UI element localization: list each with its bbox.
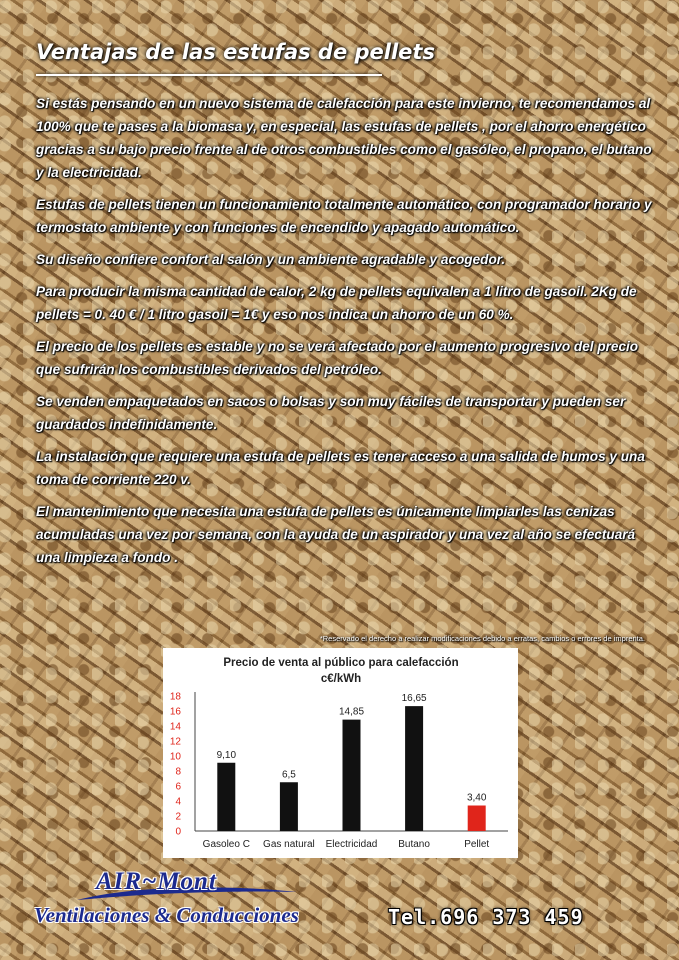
paragraph-precio-estable: El precio de los pellets es estable y no se verá afectado por el aumento progresivo del precio que sufrirán los combustibles derivados del petróleo. <box>36 339 639 377</box>
data-label: 3,40 <box>466 792 487 804</box>
y-tick-label: 4 <box>175 796 181 808</box>
data-label: 16,65 <box>401 693 427 705</box>
paragraph-biomasa: Si estás pensando en un nuevo sistema de calefacción para este invierno, te recomendamos al 100% que te pases a la biomasa y, en especial, las estufas de pellets , por el ahorro energético gracias a su bajo precio frente al de otros combustibles como el gasóleo, el propano, el butano y la electricidad. <box>36 96 652 180</box>
x-tick-label: Electricidad <box>325 839 378 850</box>
chart-title: Precio de venta al público para calefacción <box>223 657 459 669</box>
paragraph-mantenimiento: El mantenimiento que necesita una estufa de pellets es únicamente limpiarles las cenizas acumuladas una vez por semana, con la ayuda de un aspirador y una vez al año se efectuará una limpieza a fondo . <box>36 504 636 565</box>
x-tick-label: Gasoleo C <box>202 839 250 850</box>
bar-4 <box>468 806 486 832</box>
brand-logo: AIR~Mont <box>96 868 217 895</box>
footnote: *Reservado el derecho a realizar modificaciones debido a erratas, cambios o errores de imprenta. <box>319 634 645 643</box>
chart-subtitle: c€/kWh <box>320 673 362 685</box>
data-label: 14,85 <box>338 706 365 718</box>
data-label: 9,10 <box>216 749 237 761</box>
y-tick-label: 2 <box>175 811 181 823</box>
y-tick-label: 12 <box>169 736 181 748</box>
bar-3 <box>405 706 423 831</box>
x-tick-label: Gas natural <box>263 839 315 850</box>
x-tick-label: Butano <box>398 839 430 850</box>
y-tick-label: 6 <box>175 781 181 793</box>
price-chart <box>163 648 518 858</box>
body-text <box>36 92 654 578</box>
page-title: Ventajas de las estufas de pellets <box>36 40 435 64</box>
paragraph-automatico: Estufas de pellets tienen un funcionamiento totalmente automático, con programador horario y termostato ambiente y con funciones de encendido y apagado automático. <box>36 197 652 235</box>
y-tick-label: 18 <box>169 691 181 703</box>
paragraph-empaquetado: Se venden empaquetados en sacos o bolsas y son muy fáciles de transportar y pueden ser guardados indefinidamente. <box>36 394 626 432</box>
data-label: 6,5 <box>281 769 296 781</box>
phone-number: Tel.696 373 459 <box>388 905 584 929</box>
bar-1 <box>280 782 298 831</box>
brand-subtitle: Ventilaciones & Conducciones <box>34 903 299 927</box>
paragraph-instalacion: La instalación que requiere una estufa de pellets es tener acceso a una salida de humos y una toma de corriente 220 v. <box>36 449 645 487</box>
bar-0 <box>217 763 235 831</box>
y-tick-label: 10 <box>169 751 181 763</box>
y-tick-label: 0 <box>175 826 181 838</box>
title-underline <box>36 74 382 76</box>
y-tick-label: 16 <box>169 706 181 718</box>
x-tick-label: Pellet <box>464 839 490 850</box>
y-tick-label: 8 <box>175 766 181 778</box>
y-tick-label: 14 <box>169 721 181 733</box>
paragraph-diseno: Su diseño confiere confort al salón y un ambiente agradable y acogedor. <box>36 252 506 267</box>
bar-2 <box>343 720 361 831</box>
price-chart-svg <box>163 648 518 858</box>
paragraph-ahorro: Para producir la misma cantidad de calor, 2 kg de pellets equivalen a 1 litro de gasoil. 2Kg de pellets = 0. 40 € / 1 litro gasoil = 1€ y eso nos indica un ahorro de un 60 %. <box>36 284 637 322</box>
